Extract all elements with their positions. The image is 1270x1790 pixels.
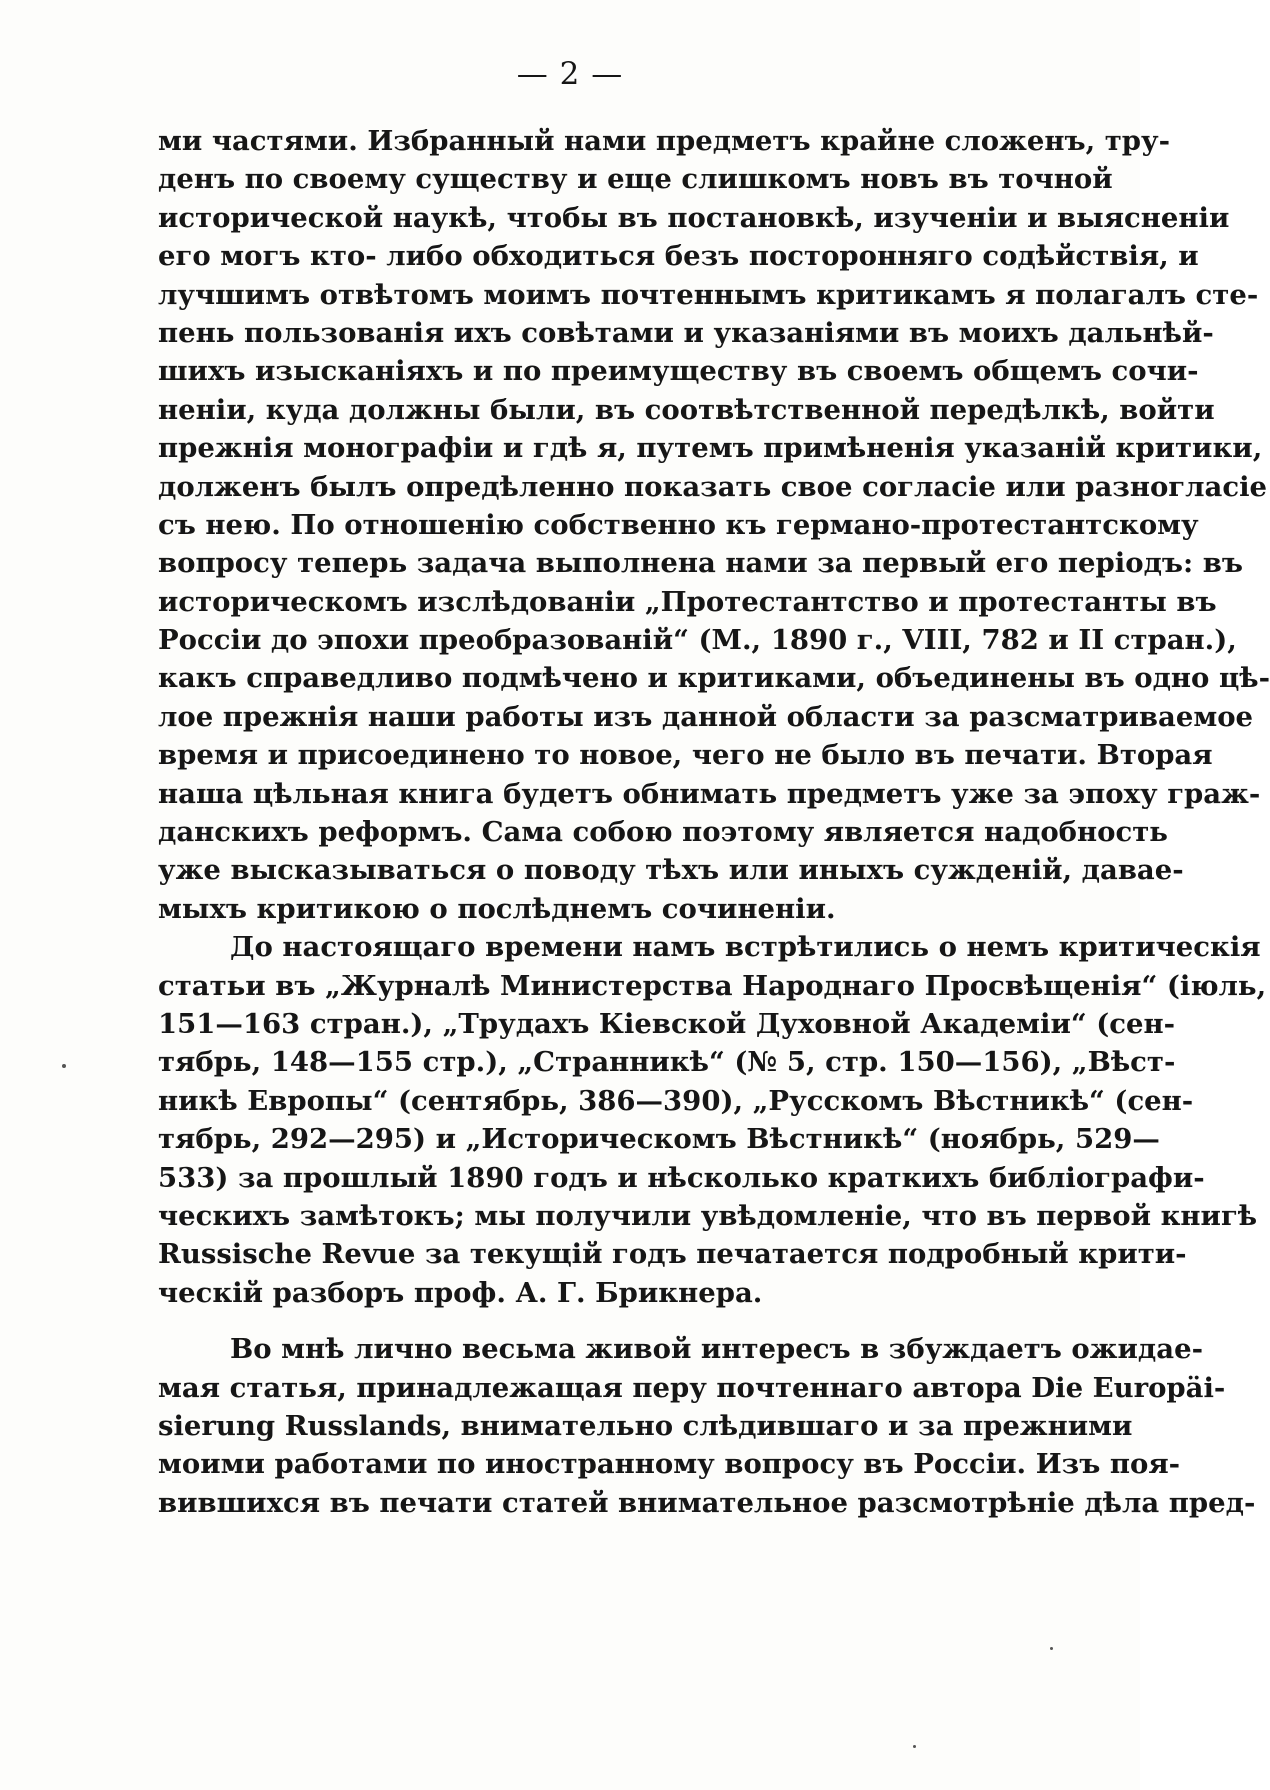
text-line: съ нею. По отношенію собственно къ германо-протестантскому: [158, 508, 1199, 541]
text-line: вопросу теперь задача выполнена нами за первый его періодъ: въ: [158, 547, 1243, 580]
text-line: лое прежнія наши работы изъ данной области за разсматриваемое: [158, 700, 1254, 733]
text-line: неніи, куда должны были, въ соотвѣтственной передѣлкѣ, войти: [158, 393, 1215, 426]
text-line: Россіи до эпохи преобразованій“ (М., 1890 г., VIII, 782 и II стран.),: [158, 624, 1237, 657]
text-line: 533) за прошлый 1890 годъ и нѣсколько краткихъ библіографи-: [158, 1161, 1205, 1194]
text-line: долженъ былъ опредѣленно показать свое согласіе или разногласіе: [158, 470, 1268, 503]
text-line: статьи въ „Журналѣ Министерства Народнаго Просвѣщенія“ (іюль,: [158, 969, 1267, 1002]
paragraph-1: [158, 122, 1270, 928]
text-line: уже высказываться о поводу тѣхъ или иныхъ сужденій, даваe-: [158, 854, 1184, 887]
text-line: время и присоединено то новое, чего не было въ печати. Вторая: [158, 739, 1213, 772]
text-line: моими работами по иностранному вопросу въ Россіи. Изъ поя-: [158, 1448, 1181, 1481]
text-line: мая статья, принадлежащая перу почтеннаго автора Die Europäi-: [158, 1371, 1226, 1404]
ink-speck: [913, 1745, 916, 1748]
text-line: ческихъ замѣтокъ; мы получили увѣдомленіе, что въ первой книгѣ: [158, 1199, 1258, 1232]
text-line: тябрь, 292—295) и „Историческомъ Вѣстникѣ“ (ноябрь, 529—: [158, 1123, 1160, 1156]
text-line: До настоящаго времени намъ встрѣтились о немъ критическія: [230, 931, 1261, 964]
page-number: — 2 —: [516, 56, 624, 92]
text-line: наша цѣльная книга будетъ обнимать предметъ уже за эпоху граж-: [158, 777, 1261, 810]
text-line: мыхъ критикою о послѣднемъ сочиненіи.: [158, 892, 836, 925]
text-line: денъ по своему существу и еще слишкомъ новъ въ точной: [158, 163, 1113, 196]
text-line: ческій разборъ проф. А. Г. Брикнера.: [158, 1276, 763, 1309]
paragraph-2: [158, 928, 1267, 1312]
text-line: sierung Russlands, внимательно слѣдившаго и за прежними: [158, 1409, 1133, 1442]
paragraph-gap: [158, 1312, 992, 1330]
text-line: никѣ Европы“ (сентябрь, 386—390), „Русскомъ Вѣстникѣ“ (сен-: [158, 1084, 1194, 1117]
text-line: лучшимъ отвѣтомъ моимъ почтеннымъ критикамъ я полагалъ сте-: [158, 278, 1259, 311]
text-line: пень пользованія ихъ совѣтами и указаніями въ моихъ дальнѣй-: [158, 316, 1214, 349]
text-line: историческомъ изслѣдованіи „Протестантство и протестанты въ: [158, 585, 1217, 618]
text-line: какъ справедливо подмѣчено и критиками, объединены въ одно цѣ-: [158, 662, 1270, 695]
text-line: вившихся въ печати статей внимательное разсмотрѣніе дѣла пред-: [158, 1486, 1256, 1519]
text-line: Russische Revue за текущій годъ печатается подробный крити-: [158, 1238, 1187, 1271]
text-line: ми частями. Избранный нами предметъ крайне сложенъ, тру-: [158, 125, 1171, 157]
text-line: прежнія монографіи и гдѣ я, путемъ примѣненія указаній критики,: [158, 432, 1263, 465]
text-line: его могъ кто- либо обходиться безъ посторонняго содѣйствія, и: [158, 240, 1199, 273]
text-line: данскихъ реформъ. Сама собою поэтому является надобность: [158, 816, 1168, 849]
body-text: [158, 122, 1270, 1522]
paragraph-3: [158, 1330, 1256, 1522]
text-line: 151—163 стран.), „Трудахъ Кіевской Духовной Академіи“ (сен-: [158, 1007, 1176, 1040]
ink-speck: [1050, 1647, 1053, 1650]
text-line: шихъ изысканіяхъ и по преимуществу въ своемъ общемъ сочи-: [158, 355, 1199, 388]
text-line: исторической наукѣ, чтобы въ постановкѣ, изученіи и выясненіи: [158, 201, 1230, 234]
ink-speck: [62, 1064, 66, 1068]
text-line: тябрь, 148—155 стр.), „Странникѣ“ (№ 5, стр. 150—156), „Вѣст-: [158, 1046, 1176, 1079]
text-line: Во мнѣ лично весьма живой интересъ в збуждаетъ ожидае-: [230, 1333, 1203, 1366]
